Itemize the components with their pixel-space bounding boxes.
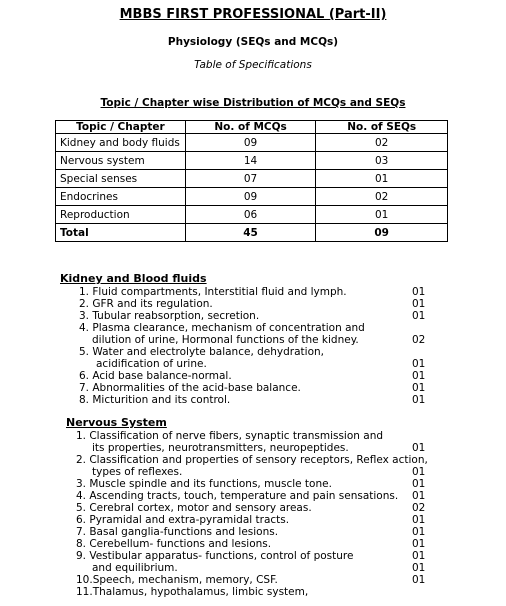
list-item: 2. Classification and properties of sensory receptors, Reflex action,: [76, 454, 428, 466]
seq-value: 01: [412, 574, 426, 586]
seq-value: 01: [412, 442, 426, 454]
table-cell: 01: [316, 170, 448, 188]
seq-value: 01: [412, 370, 426, 382]
table-cell: 09: [316, 224, 448, 242]
table-cell: 45: [185, 224, 316, 242]
list-item: 1. Fluid compartments, Interstitial fluid and lymph.: [79, 286, 347, 298]
distribution-table: [55, 120, 448, 242]
list-item-continuation: acidification of urine.: [96, 358, 207, 370]
table-row: [56, 188, 448, 206]
table-cell: 06: [185, 206, 316, 224]
seq-value: 01: [412, 538, 426, 550]
table-header-row: [56, 121, 448, 134]
seq-value: 01: [412, 550, 426, 562]
list-item: 1. Classification of nerve fibers, synaptic transmission and: [76, 430, 384, 442]
list-item-continuation: types of reflexes.: [92, 466, 183, 478]
table-cell: 01: [316, 206, 448, 224]
section-heading-nervous: Nervous System: [66, 416, 167, 429]
seq-value: 01: [412, 478, 426, 490]
list-item: 4. Plasma clearance, mechanism of concentration and: [79, 322, 365, 334]
table-total-row: [56, 224, 448, 242]
table-cell: Reproduction: [56, 206, 186, 224]
seq-value: 01: [412, 382, 426, 394]
table-cell: Total: [56, 224, 186, 242]
list-item: 2. GFR and its regulation.: [79, 298, 213, 310]
seq-value: 01: [412, 490, 426, 502]
list-item: 8. Micturition and its control.: [79, 394, 231, 406]
column-header: No. of SEQs: [316, 121, 448, 134]
seq-value: 01: [412, 286, 426, 298]
distribution-heading: Topic / Chapter wise Distribution of MCQs and SEQs: [100, 97, 406, 109]
list-item-continuation: dilution of urine, Hormonal functions of the kidney.: [92, 334, 359, 346]
list-item: 7. Abnormalities of the acid-base balance.: [79, 382, 301, 394]
list-item: 6. Pyramidal and extra-pyramidal tracts.: [76, 514, 290, 526]
list-item: 11.Thalamus, hypothalamus, limbic system,: [76, 586, 309, 598]
list-item: 9. Vestibular apparatus- functions, control of posture: [76, 550, 354, 562]
column-header: Topic / Chapter: [56, 121, 186, 134]
seq-value: 01: [412, 310, 426, 322]
list-item-continuation: and equilibrium.: [92, 562, 178, 574]
table-cell: Nervous system: [56, 152, 186, 170]
list-item: 4. Ascending tracts, touch, temperature and pain sensations.: [76, 490, 399, 502]
table-row: [56, 170, 448, 188]
seq-value: 01: [412, 394, 426, 406]
page-title: MBBS FIRST PROFESSIONAL (Part-II): [119, 7, 387, 22]
table-cell: 07: [185, 170, 316, 188]
list-item: 10.Speech, mechanism, memory, CSF.: [76, 574, 278, 586]
seq-value: 02: [412, 334, 426, 346]
table-cell: Special senses: [56, 170, 186, 188]
table-cell: Endocrines: [56, 188, 186, 206]
seq-value: 01: [412, 358, 426, 370]
table-row: [56, 134, 448, 152]
table-row: [56, 206, 448, 224]
table-cell: 14: [185, 152, 316, 170]
seq-value: 01: [412, 562, 426, 574]
list-item: 5. Water and electrolyte balance, dehydration,: [79, 346, 324, 358]
list-item: 5. Cerebral cortex, motor and sensory areas.: [76, 502, 312, 514]
seq-value: 01: [412, 514, 426, 526]
spec-caption: Table of Specifications: [194, 59, 312, 71]
table-cell: 09: [185, 134, 316, 152]
list-item: 3. Muscle spindle and its functions, muscle tone.: [76, 478, 332, 490]
table-cell: 02: [316, 188, 448, 206]
section-heading-kidney: Kidney and Blood fluids: [60, 272, 207, 285]
table-cell: Kidney and body fluids: [56, 134, 186, 152]
list-item-continuation: its properties, neurotransmitters, neuropeptides.: [92, 442, 349, 454]
seq-value: 01: [412, 526, 426, 538]
table-cell: 09: [185, 188, 316, 206]
table-row: [56, 152, 448, 170]
list-item: 3. Tubular reabsorption, secretion.: [79, 310, 260, 322]
seq-value: 02: [412, 502, 426, 514]
column-header: No. of MCQs: [185, 121, 316, 134]
seq-value: 01: [412, 298, 426, 310]
list-item: 8. Cerebellum- functions and lesions.: [76, 538, 272, 550]
table-cell: 03: [316, 152, 448, 170]
list-item: 6. Acid base balance-normal.: [79, 370, 232, 382]
list-item: 7. Basal ganglia-functions and lesions.: [76, 526, 279, 538]
seq-value: 01: [412, 466, 426, 478]
page-subtitle: Physiology (SEQs and MCQs): [167, 36, 339, 48]
table-cell: 02: [316, 134, 448, 152]
